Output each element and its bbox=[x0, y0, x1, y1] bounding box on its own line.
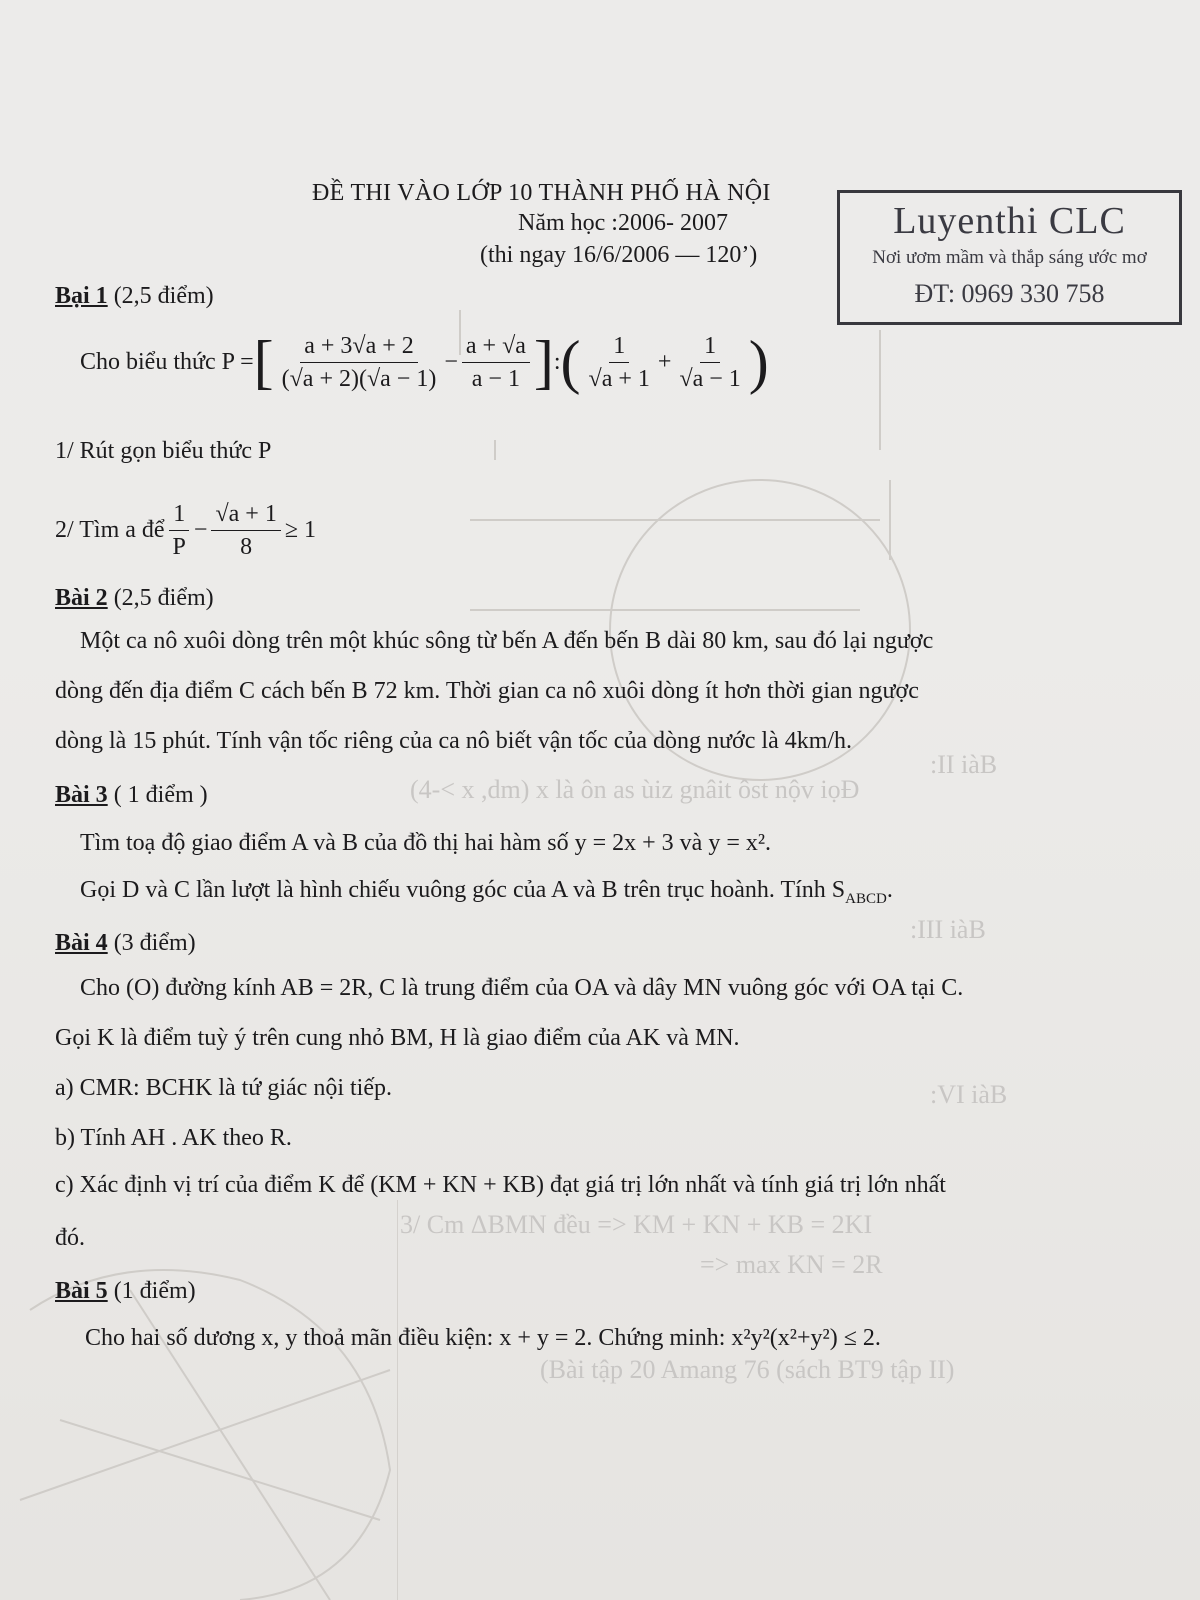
fraction-4-numerator: 1 bbox=[700, 330, 720, 363]
bai1-question-1: 1/ Rút gọn biểu thức P bbox=[55, 438, 272, 464]
bai5-condition: Cho hai số dương x, y thoả mãn điều kiện: x + y = 2. Chứng minh: bbox=[85, 1325, 732, 1351]
bleed-text: :VI iàB bbox=[930, 1080, 1008, 1109]
q2-fraction-2-denominator: 8 bbox=[240, 533, 253, 560]
bai5-points: (1 điểm) bbox=[113, 1278, 196, 1304]
bracket-open: [ bbox=[253, 329, 274, 395]
bracket-close: ] bbox=[533, 329, 554, 395]
bai1-intro: Cho biểu thức P = bbox=[80, 348, 254, 375]
bai3-line-1: Tìm toạ độ giao điểm A và B của đồ thị hai hàm số y = 2x + 3 và y = x². bbox=[80, 830, 772, 856]
bleed-text: :II iàB bbox=[930, 750, 998, 779]
stamp-name: Luyenthi CLC bbox=[893, 200, 1126, 242]
bai3-points: ( 1 điểm ) bbox=[113, 782, 208, 808]
fraction-1 bbox=[278, 330, 441, 395]
bai1-label: Bại 1 bbox=[55, 283, 108, 309]
bai1-expression bbox=[80, 322, 769, 402]
stamp-slogan: Nơi ươm mầm và thắp sáng ước mơ bbox=[872, 247, 1147, 268]
q2-fraction-1-denominator: P bbox=[172, 533, 186, 560]
colon-sign: : bbox=[553, 348, 561, 375]
bai3-line-2-text: Gọi D và C lần lượt là hình chiếu vuông góc của A và B trên trục hoành. Tính S bbox=[80, 877, 846, 903]
bai4-part-c-line-2: đó. bbox=[55, 1225, 85, 1251]
q2-fraction-1-numerator: 1 bbox=[169, 498, 189, 531]
bai1-heading bbox=[55, 283, 214, 310]
publisher-stamp bbox=[837, 190, 1182, 325]
plus-sign: + bbox=[657, 348, 672, 375]
bai1-points: (2,5 điểm) bbox=[113, 283, 214, 309]
bai2-line-2: dòng đến địa điểm C cách bến B 72 km. Thời gian ca nô xuôi dòng ít hơn thời gian ngược bbox=[55, 678, 919, 704]
fraction-4 bbox=[675, 330, 744, 395]
bleed-text: (Bài tập 20 Amang 76 (sách BT9 tập II) bbox=[540, 1355, 955, 1384]
bai4-line-1: Cho (O) đường kính AB = 2R, C là trung điểm của OA và dây MN vuông góc với OA tại C. bbox=[80, 975, 964, 1001]
paren-open: ( bbox=[560, 329, 581, 395]
bai5-line-1 bbox=[85, 1325, 881, 1352]
bai4-points: (3 điểm) bbox=[113, 930, 196, 956]
bai4-part-c-line-1: c) Xác định vị trí của điểm K để (KM + KN + KB) đạt giá trị lớn nhất và tính giá trị lớn nhất bbox=[55, 1172, 946, 1198]
bai4-part-a: a) CMR: BCHK là tứ giác nội tiếp. bbox=[55, 1075, 392, 1101]
q2-fraction-1 bbox=[169, 498, 190, 563]
bai2-heading bbox=[55, 585, 214, 612]
bai2-points: (2,5 điểm) bbox=[113, 585, 214, 611]
fraction-3-numerator: 1 bbox=[609, 330, 629, 363]
bai3-heading bbox=[55, 782, 208, 809]
fraction-2-denominator: a − 1 bbox=[471, 365, 520, 392]
fraction-1-denominator: (√a + 2)(√a − 1) bbox=[281, 365, 437, 392]
bai4-line-2: Gọi K là điểm tuỳ ý trên cung nhỏ BM, H là giao điểm của AK và MN. bbox=[55, 1025, 740, 1051]
bleed-text: (4-< x ,dm) x là ôn as ùiz gnâit ôst nộv iọĐ bbox=[410, 775, 860, 804]
stamp-phone: ĐT: 0969 330 758 bbox=[914, 279, 1105, 308]
bai3-line-2 bbox=[80, 877, 893, 908]
q2-fraction-2-numerator: √a + 1 bbox=[211, 498, 280, 531]
q2-fraction-2 bbox=[211, 498, 280, 563]
paper-fold-line bbox=[397, 1200, 398, 1600]
bai5-label: Bài 5 bbox=[55, 1278, 108, 1304]
bai3-label: Bài 3 bbox=[55, 782, 108, 808]
bai3-area-subscript: ABCD bbox=[845, 890, 887, 907]
bai4-heading bbox=[55, 930, 196, 957]
bai4-part-b: b) Tính AH . AK theo R. bbox=[55, 1125, 292, 1151]
bai4-label: Bài 4 bbox=[55, 930, 108, 956]
bleed-text: 3/ Cm ΔBMN đều => KM + KN + KB = 2KI bbox=[400, 1210, 873, 1239]
fraction-3-denominator: √a + 1 bbox=[588, 365, 650, 392]
minus-sign: − bbox=[444, 348, 458, 375]
exam-title: ĐỀ THI VÀO LỚP 10 THÀNH PHỐ HÀ NỘI bbox=[312, 180, 771, 206]
q2-minus: − bbox=[193, 516, 208, 543]
bleed-text: => max KN = 2R bbox=[700, 1250, 883, 1279]
bai2-line-3: dòng là 15 phút. Tính vận tốc riêng của ca nô biết vận tốc của dòng nước là 4km/h. bbox=[55, 728, 853, 754]
q2-prefix: 2/ Tìm a để bbox=[55, 516, 165, 543]
bai5-inequality: x²y²(x²+y²) ≤ 2. bbox=[731, 1325, 881, 1351]
exam-date: (thi ngay 16/6/2006 — 120’) bbox=[480, 242, 758, 268]
bai5-heading bbox=[55, 1278, 196, 1305]
bai1-question-2 bbox=[55, 490, 316, 570]
q2-suffix: ≥ 1 bbox=[284, 516, 316, 543]
fraction-4-denominator: √a − 1 bbox=[679, 365, 741, 392]
fraction-1-numerator: a + 3√a + 2 bbox=[300, 330, 418, 363]
bleed-text: :III iàB bbox=[910, 915, 986, 944]
bai2-line-1: Một ca nô xuôi dòng trên một khúc sông từ bến A đến bến B dài 80 km, sau đó lại ngược bbox=[80, 628, 934, 654]
fraction-3 bbox=[585, 330, 654, 395]
school-year: Năm học :2006- 2007 bbox=[518, 210, 728, 236]
fraction-2 bbox=[462, 330, 530, 395]
bai2-label: Bài 2 bbox=[55, 585, 108, 611]
fraction-2-numerator: a + √a bbox=[462, 330, 530, 363]
bai3-line-2-end: . bbox=[886, 877, 893, 903]
paren-close: ) bbox=[748, 329, 769, 395]
